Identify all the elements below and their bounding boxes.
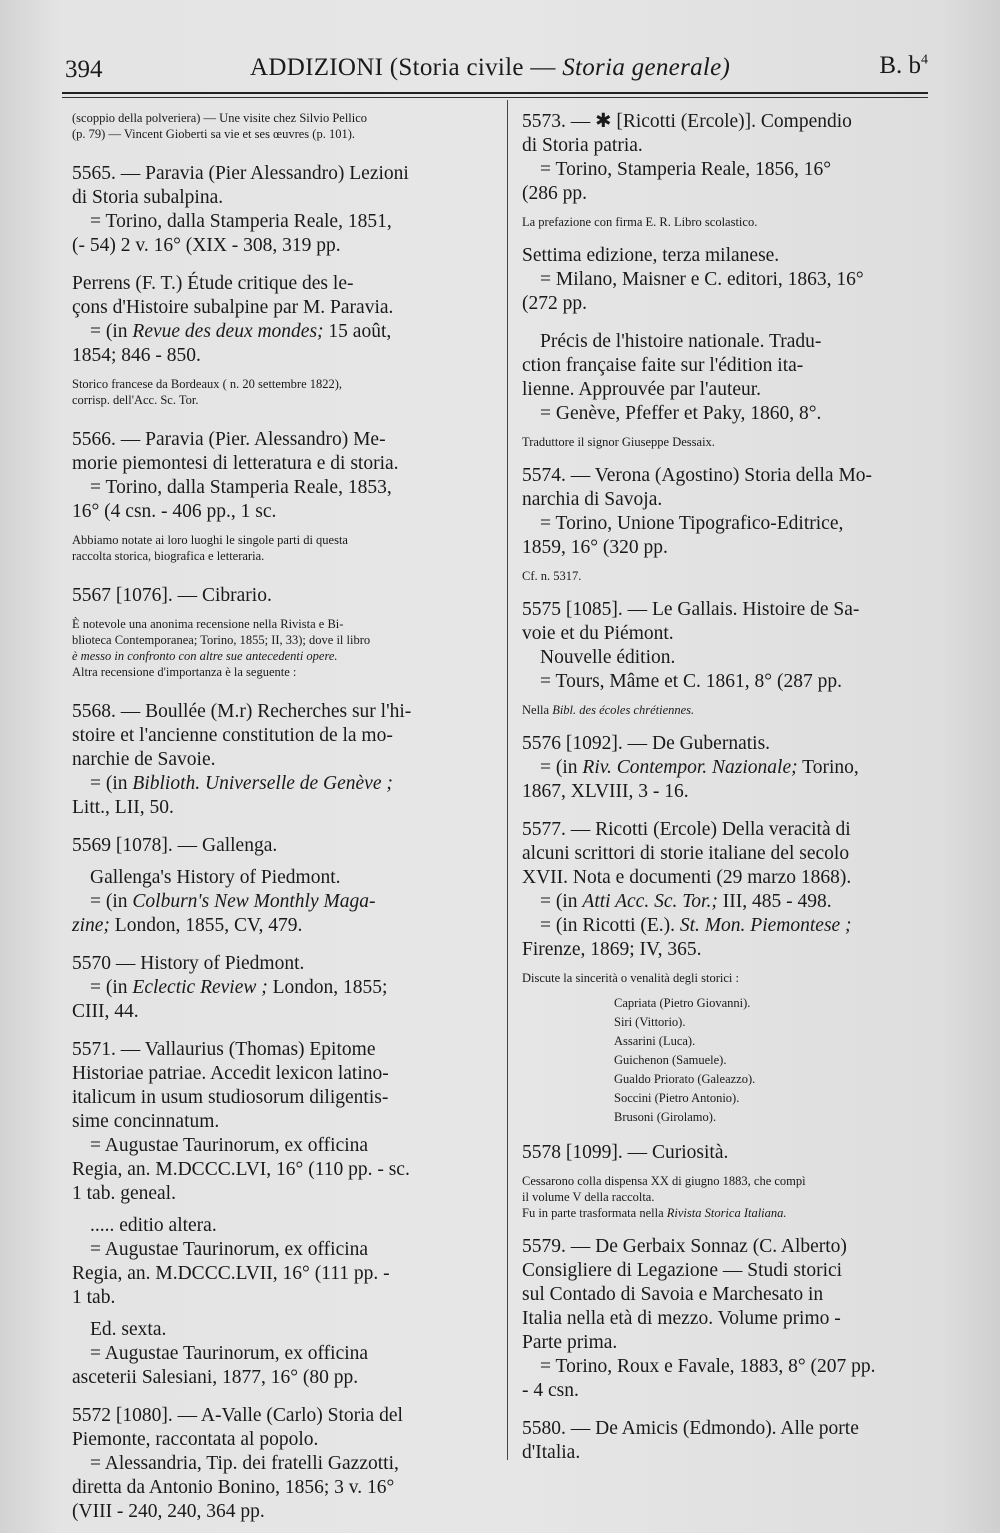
- column-divider: [507, 100, 508, 1460]
- entry-line: Piemonte, raccontata al popolo.: [72, 1429, 319, 1450]
- text-span: London, 1855, CV, 479.: [109, 915, 303, 936]
- entry-5577: [522, 818, 932, 962]
- journal-title: zine;: [72, 915, 110, 936]
- series-title: Bibl. des écoles chrétiennes.: [552, 703, 695, 717]
- entry-line: 5575 [1085]. — Le Gallais. Histoire de Sa-: [522, 599, 860, 620]
- note-line: raccolta storica, biografica e letteraria.: [72, 549, 265, 563]
- note-line: il volume V della raccolta.: [522, 1190, 655, 1204]
- entry-line: 5572 [1080]. — A-Valle (Carlo) Storia del: [72, 1405, 403, 1426]
- header-rule-thick: [62, 92, 928, 94]
- entry-5566: [72, 428, 492, 524]
- entry-line: Nouvelle édition.: [540, 647, 676, 668]
- journal-title: Colburn's New Monthly Maga-: [132, 891, 376, 912]
- entry-line: Settima edizione, terza milanese.: [522, 245, 780, 266]
- entry-line: Précis de l'histoire nationale. Tradu-: [540, 331, 822, 352]
- entry-line: = Torino, Stamperia Reale, 1856, 16°: [540, 159, 832, 180]
- entry-5569: [72, 834, 492, 938]
- entry-5565: [72, 162, 492, 258]
- list-item: Brusoni (Girolamo).: [614, 1110, 717, 1124]
- entry-line: Consigliere di Legazione — Studi storici: [522, 1260, 843, 1281]
- entry-line: 5577. — Ricotti (Ercole) Della veracità di: [522, 819, 851, 840]
- entry-5566-note: [72, 532, 492, 564]
- text-span: = (in Ricotti (E.).: [540, 915, 680, 936]
- entry-line: Regia, an. M.DCCC.LVII, 16° (111 pp. -: [72, 1263, 390, 1284]
- entry-line: = Torino, dalla Stamperia Reale, 1853,: [90, 477, 392, 498]
- entry-line: 5571. — Vallaurius (Thomas) Epitome: [72, 1039, 376, 1060]
- entry-line: alcuni scrittori di storie italiane del secolo: [522, 843, 850, 864]
- entry-5567: [72, 584, 492, 608]
- entry-line: ction française faite sur l'édition ita-: [522, 355, 804, 376]
- entry-line: 5568. — Boullée (M.r) Recherches sur l'hi-: [72, 701, 412, 722]
- entry-line: di Storia subalpina.: [72, 187, 224, 208]
- entry-line: 5580. — De Amicis (Edmondo). Alle porte: [522, 1418, 859, 1439]
- note-line: Cessarono colla dispensa XX di giugno 1883, che compì: [522, 1174, 806, 1188]
- list-item: Guichenon (Samuele).: [614, 1053, 727, 1067]
- journal-title: Rivista Storica Italiana.: [666, 1206, 787, 1220]
- running-title-italic: Storia generale): [562, 54, 731, 81]
- left-column: [72, 110, 492, 1524]
- entry-line: (272 pp.: [522, 293, 587, 314]
- entry-line: Gallenga's History of Piedmont.: [90, 867, 341, 888]
- entry-line: voie et du Piémont.: [522, 623, 674, 644]
- entry-line: Regia, an. M.DCCC.LVI, 16° (110 pp. - sc.: [72, 1159, 410, 1180]
- entry-5578-note: [522, 1173, 932, 1221]
- entry-line: = Milano, Maisner e C. editori, 1863, 16°: [540, 269, 864, 290]
- header-rule-thin: [62, 97, 928, 98]
- entry-5575-note: [522, 702, 932, 718]
- entry-5572: [72, 1404, 492, 1524]
- text-span: Nella: [522, 703, 553, 717]
- journal-title: Eclectic Review ;: [132, 977, 268, 998]
- text-span: = (in: [90, 977, 133, 998]
- entry-5568: [72, 700, 492, 820]
- list-item: Capriata (Pietro Giovanni).: [614, 996, 751, 1010]
- entry-line: 1859, 16° (320 pp.: [522, 537, 668, 558]
- entry-line: 5566. — Paravia (Pier. Alessandro) Me-: [72, 429, 386, 450]
- entry-line: 1854; 846 - 850.: [72, 345, 201, 366]
- list-item: Gualdo Priorato (Galeazzo).: [614, 1072, 756, 1086]
- text-span: Fu in parte trasformata nella: [522, 1206, 667, 1220]
- entry-line: [72, 772, 492, 796]
- entry-line: Litt., LII, 50.: [72, 797, 174, 818]
- entry-line: asceterii Salesiani, 1877, 16° (80 pp.: [72, 1367, 359, 1388]
- text-span: Torino,: [797, 757, 859, 778]
- entry-line: = Alessandria, Tip. dei fratelli Gazzotti,: [90, 1453, 399, 1474]
- text-span: = (in: [90, 773, 133, 794]
- entry-5579: [522, 1235, 932, 1403]
- journal-title: Riv. Contempor. Nazionale;: [582, 757, 798, 778]
- entry-line: Historiae patriae. Accedit lexicon latino-: [72, 1063, 389, 1084]
- page-number: 394: [65, 56, 103, 83]
- entry-line: 1 tab. geneal.: [72, 1183, 176, 1204]
- entry-line: [522, 890, 932, 914]
- note-line: È notevole una anonima recensione nella Rivista e Bi-: [72, 617, 344, 631]
- note-line: Abbiamo notate ai loro luoghi le singole parti di questa: [72, 533, 348, 547]
- signature-superscript: 4: [921, 52, 928, 68]
- running-title-main: ADDIZIONI (Storia civile —: [250, 54, 556, 81]
- entry-line: [72, 976, 492, 1000]
- note-line: corrisp. dell'Acc. Sc. Tor.: [72, 393, 199, 407]
- entry-line: 5573. — ✱ [Ricotti (Ercole)]. Compendio: [522, 111, 852, 132]
- continuation-note: [72, 110, 492, 142]
- entry-line: Ed. sexta.: [90, 1319, 167, 1340]
- note-line: blioteca Contemporanea; Torino, 1855; II, 33); dove il libro: [72, 633, 371, 647]
- perrens-note: [72, 376, 492, 408]
- entry-5570: [72, 952, 492, 1024]
- list-item: Siri (Vittorio).: [614, 1015, 686, 1029]
- historians-list: [522, 994, 932, 1127]
- entry-line: = Torino, Unione Tipografico-Editrice,: [540, 513, 844, 534]
- note-line: Storico francese da Bordeaux ( n. 20 settembre 1822),: [72, 377, 343, 391]
- entry-line: 5565. — Paravia (Pier Alessandro) Lezioni: [72, 163, 409, 184]
- entry-line: Perrens (F. T.) Étude critique des le-: [72, 273, 354, 294]
- entry-line: = Tours, Mâme et C. 1861, 8° (287 pp.: [540, 671, 842, 692]
- text-span: III, 485 - 498.: [717, 891, 832, 912]
- entry-line: çons d'Histoire subalpine par M. Paravia.: [72, 297, 394, 318]
- entry-line: = Genève, Pfeffer et Paky, 1860, 8°.: [540, 403, 822, 424]
- entry-line: [72, 890, 492, 914]
- journal-title: Revue des deux mondes;: [132, 321, 324, 342]
- entry-line: 5578 [1099]. — Curiosità.: [522, 1142, 729, 1163]
- entry-5580: [522, 1417, 932, 1465]
- entry-5567-note: [72, 616, 492, 680]
- text-span: = (in: [540, 891, 583, 912]
- text-span: = (in: [90, 321, 133, 342]
- entry-line: lienne. Approuvée par l'auteur.: [522, 379, 762, 400]
- entry-line: = Augustae Taurinorum, ex officina: [90, 1343, 369, 1364]
- entry-line: diretta da Antonio Bonino, 1856; 3 v. 16°: [72, 1477, 395, 1498]
- entry-line: - 4 csn.: [522, 1380, 579, 1401]
- entry-line: 5567 [1076]. — Cibrario.: [72, 585, 272, 606]
- entry-line: = Augustae Taurinorum, ex officina: [90, 1135, 369, 1156]
- entry-line: narchia di Savoja.: [522, 489, 663, 510]
- entry-perrens: [72, 272, 492, 368]
- page-header: [60, 50, 930, 90]
- text-span: = (in: [90, 891, 133, 912]
- entry-precis: [522, 330, 932, 426]
- entry-line: 5569 [1078]. — Gallenga.: [72, 835, 278, 856]
- entry-line: XVII. Nota e documenti (29 marzo 1868).: [522, 867, 852, 888]
- note-line: (scoppio della polveriera) — Une visite chez Silvio Pellico: [72, 111, 368, 125]
- signature-mark: [879, 52, 928, 80]
- right-column: [522, 110, 932, 1465]
- entry-line: narchie de Savoie.: [72, 749, 216, 770]
- entry-line: [72, 914, 492, 938]
- entry-line: d'Italia.: [522, 1442, 581, 1463]
- entry-line: italicum in usum studiosorum diligentis-: [72, 1087, 389, 1108]
- journal-title: Biblioth. Universelle de Genève ;: [132, 773, 393, 794]
- list-item: Soccini (Pietro Antonio).: [614, 1091, 740, 1105]
- entry-line: [72, 320, 492, 344]
- entry-5578: [522, 1141, 932, 1165]
- journal-title: St. Mon. Piemontese ;: [679, 915, 852, 936]
- entry-5573-ed7: [522, 244, 932, 316]
- entry-5573-note: La prefazione con firma E. R. Libro scolastico.: [522, 215, 758, 229]
- entry-line: Firenze, 1869; IV, 365.: [522, 939, 702, 960]
- entry-line: sime concinnatum.: [72, 1111, 220, 1132]
- entry-line: (286 pp.: [522, 183, 587, 204]
- entry-line: 5579. — De Gerbaix Sonnaz (C. Alberto): [522, 1236, 847, 1257]
- entry-line: Parte prima.: [522, 1332, 618, 1353]
- text-span: 15 août,: [323, 321, 392, 342]
- note-line: è messo in confronto con altre sue antecedenti opere.: [72, 649, 338, 663]
- entry-line: (VIII - 240, 240, 364 pp.: [72, 1501, 265, 1522]
- entry-line: 1 tab.: [72, 1287, 116, 1308]
- entry-line: Italia nella età di mezzo. Volume primo -: [522, 1308, 841, 1329]
- entry-5571: [72, 1038, 492, 1390]
- entry-line: CIII, 44.: [72, 1001, 139, 1022]
- entry-5574-note: Cf. n. 5317.: [522, 569, 582, 583]
- text-span: = (in: [540, 757, 583, 778]
- signature-text: B. b: [879, 52, 921, 79]
- entry-5577-note: Discute la sincerità o venalità degli storici :: [522, 971, 739, 985]
- precis-note: Traduttore il signor Giuseppe Dessaix.: [522, 435, 715, 449]
- entry-line: = Torino, dalla Stamperia Reale, 1851,: [90, 211, 392, 232]
- entry-line: 5570 — History of Piedmont.: [72, 953, 305, 974]
- entry-line: sul Contado di Savoia e Marchesato in: [522, 1284, 824, 1305]
- entry-line: (- 54) 2 v. 16° (XIX - 308, 319 pp.: [72, 235, 341, 256]
- entry-line: [522, 914, 932, 938]
- entry-line: 1867, XLVIII, 3 - 16.: [522, 781, 689, 802]
- entry-line: 16° (4 csn. - 406 pp., 1 sc.: [72, 501, 277, 522]
- entry-line: morie piemontesi di letteratura e di storia.: [72, 453, 399, 474]
- entry-line: stoire et l'ancienne constitution de la mo-: [72, 725, 393, 746]
- entry-line: = Torino, Roux e Favale, 1883, 8° (207 pp.: [540, 1356, 876, 1377]
- journal-title: Atti Acc. Sc. Tor.;: [582, 891, 718, 912]
- running-title: [250, 54, 730, 82]
- list-item: Assarini (Luca).: [614, 1034, 696, 1048]
- entry-5576: [522, 732, 932, 804]
- note-line: (p. 79) — Vincent Gioberti sa vie et ses œuvres (p. 101).: [72, 127, 355, 141]
- entry-line: di Storia patria.: [522, 135, 643, 156]
- entry-5575: [522, 598, 932, 694]
- entry-line: = Augustae Taurinorum, ex officina: [90, 1239, 369, 1260]
- entry-5574: [522, 464, 932, 560]
- entry-line: 5574. — Verona (Agostino) Storia della Mo-: [522, 465, 873, 486]
- note-line: Altra recensione d'importanza è la seguente :: [72, 665, 297, 679]
- entry-line: 5576 [1092]. — De Gubernatis.: [522, 733, 771, 754]
- text-span: London, 1855;: [267, 977, 388, 998]
- entry-5573: [522, 110, 932, 206]
- entry-line: [522, 756, 932, 780]
- entry-line: ..... editio altera.: [90, 1215, 217, 1236]
